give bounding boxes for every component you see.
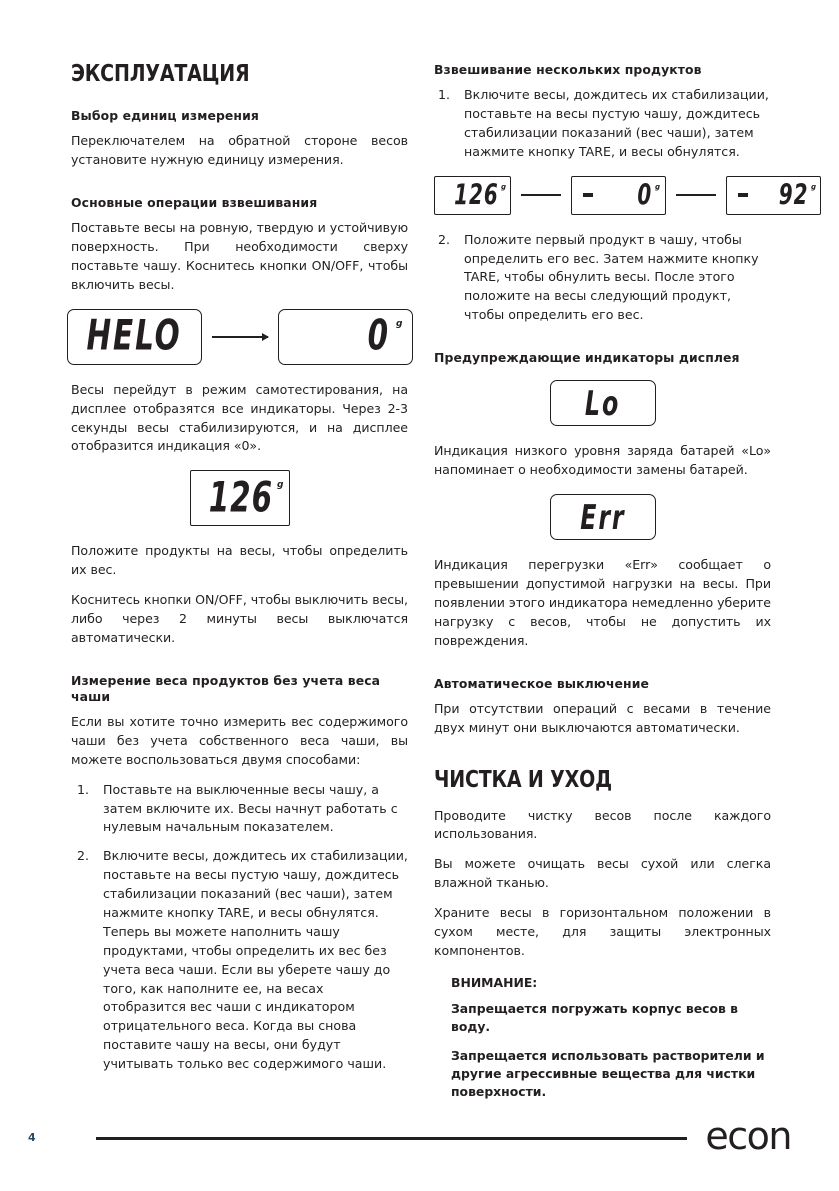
lcd-sequence-weight (71, 470, 408, 526)
lcd-unit-gram: g (277, 480, 284, 491)
paragraph-unit-selection: Переключателем на обратной стороне весов установите нужную единицу измерения. (71, 133, 408, 168)
attention-paragraph-1: Запрещается погружать корпус весов в воду. (451, 1000, 738, 1035)
paragraph-overload: Индикация перегрузки «Err» сообщает о превышении допустимой нагрузки на весы. При появлении этого индикатора немедленно уберите нагрузку с весов, чтобы не допустить их повреждения. (434, 557, 771, 648)
list-item (71, 781, 408, 838)
list-item-number: 1. (438, 87, 451, 103)
brand-logo: econ (705, 1114, 791, 1158)
lcd-value-err: Err (579, 497, 626, 537)
list-item (71, 847, 408, 1074)
lcd-value: 92 (778, 178, 809, 211)
ordered-list-tare-methods (71, 781, 408, 1074)
heading-auto-off: Автоматическое выключение (434, 675, 650, 691)
lcd-value-126: 126 (208, 473, 273, 522)
lcd-display-lo (550, 380, 656, 426)
paragraph-clean-1: Проводите чистку весов после каждого использования. (434, 807, 771, 842)
ordered-list-multi-weighing-2 (434, 231, 771, 325)
section-title-cleaning: ЧИСТКА И УХОД (434, 767, 612, 794)
list-item-number: 1. (77, 781, 90, 797)
paragraph-clean-2: Вы можете очищать весы сухой или слегка влажной тканью. (434, 856, 771, 891)
lcd-value: 126 (454, 178, 499, 211)
paragraph-selftest: Весы перейдут в режим самотестирования, на дисплее отобразятся все индикаторы. Через 2-3 секунды весы стабилизируются, и на дисплее отобразится индикация «0». (71, 381, 408, 454)
lcd-display-tare-zero (571, 176, 666, 215)
heading-multi-weighing: Взвешивание нескольких продуктов (434, 62, 702, 77)
lcd-row-err (434, 494, 771, 540)
lcd-unit-gram: g (810, 182, 816, 191)
lcd-display-tare-92 (726, 176, 821, 215)
heading-basic-weighing: Основные операции взвешивания (71, 195, 318, 211)
arrow-icon (212, 336, 268, 338)
list-item-text: Включите весы, дождитесь их стабилизации, поставьте на весы пустую чашу, дождитесь стабилизации показаний (вес чаши), затем нажмите кнопку TARE, и весы обнулятся. Теперь вы можете наполнить чашу продуктами, чтобы определить их вес без учета веса чаши. Если вы уберете чашу до того, как наполните ее, на весах отобразится вес чаши с индикатором отрицательного веса. Когда вы снова поставите чашу на весы, они будут учитывать только вес содержимого чаши. (103, 848, 408, 1072)
lcd-display-126-small (434, 176, 511, 215)
paragraph-tare-intro: Если вы хотите точно измерить вес содержимого чаши без учета собственного веса чаши, вы можете воспользоваться двумя способами: (71, 714, 408, 767)
attention-paragraph-2: Запрещается использовать растворители и другие агрессивные вещества для чистки поверхности. (451, 1047, 765, 1100)
page-footer (0, 1109, 839, 1169)
footer-divider (96, 1137, 687, 1140)
list-item-text: Включите весы, дождитесь их стабилизации, поставьте на весы пустую чашу, дождитесь стабилизации показаний (вес чаши), затем нажмите кнопку TARE, и весы обнулятся. (464, 87, 769, 159)
page-number: 4 (28, 1131, 36, 1144)
tare-indicator-icon (738, 193, 748, 197)
paragraph-clean-3: Храните весы в горизонтальном положении в сухом месте, для защиты электронных компонентов. (434, 905, 771, 958)
heading-warning-indicators: Предупреждающие индикаторы дисплея (434, 350, 740, 366)
lcd-unit-gram: g (396, 318, 403, 329)
list-item-text: Поставьте на выключенные весы чашу, а затем включите их. Весы начнут работать с нулевым начальным показателем. (103, 781, 398, 835)
list-item-text: Положите первый продукт в чашу, чтобы определить его вес. Затем нажмите кнопку TARE, чтобы обнулить весы. После этого положите на весы следующий продукт, чтобы определить его вес. (464, 231, 759, 323)
list-item (434, 231, 771, 325)
lcd-value-hello: HELO (86, 311, 182, 361)
paragraph-basic-weighing: Поставьте весы на ровную, твердую и устойчивую поверхность. При необходимости сверху поставьте чашу. Коснитесь кнопки ON/OFF, чтобы включить весы. (71, 220, 408, 292)
lcd-sequence-multi (434, 176, 816, 215)
left-column (71, 62, 408, 1085)
tare-indicator-icon (583, 193, 593, 197)
paragraph-auto-off: При отсутствии операций с весами в течение двух минут они выключаются автоматически. (434, 700, 771, 735)
paragraph-low-battery: Индикация низкого уровня заряда батарей «Lo» напоминает о необходимости замены батарей. (434, 443, 771, 478)
arrow-icon (676, 194, 716, 196)
list-item-number: 2. (438, 231, 451, 247)
paragraph-turn-off: Коснитесь кнопки ON/OFF, чтобы выключить весы, либо через 2 минуты весы выключатся автоматически. (71, 592, 408, 645)
lcd-unit-gram: g (500, 182, 506, 191)
lcd-value-zero: 0 (367, 311, 389, 361)
lcd-row-lo (434, 380, 771, 426)
heading-tare-weighing: Измерение веса продуктов без учета веса чаши (71, 672, 381, 704)
lcd-sequence-startup (71, 309, 408, 365)
right-column (434, 62, 816, 1102)
lcd-unit-gram: g (654, 182, 660, 191)
ordered-list-multi-weighing-1 (434, 86, 771, 162)
attention-block (434, 975, 771, 1102)
attention-title: ВНИМАНИЕ: (451, 974, 538, 990)
lcd-value: 0 (637, 178, 653, 211)
page-title: ЭКСПЛУАТАЦИЯ (71, 61, 250, 87)
list-item-number: 2. (77, 848, 90, 864)
paragraph-place-products: Положите продукты на весы, чтобы определить их вес. (71, 543, 408, 578)
heading-unit-selection: Выбор единиц измерения (71, 108, 259, 124)
list-item (434, 86, 771, 162)
lcd-display-err (550, 494, 656, 540)
lcd-display-126 (190, 470, 290, 526)
lcd-value-lo: Lo (584, 383, 621, 423)
lcd-display-hello (67, 309, 202, 365)
lcd-display-zero (278, 309, 413, 365)
arrow-icon (521, 194, 561, 196)
